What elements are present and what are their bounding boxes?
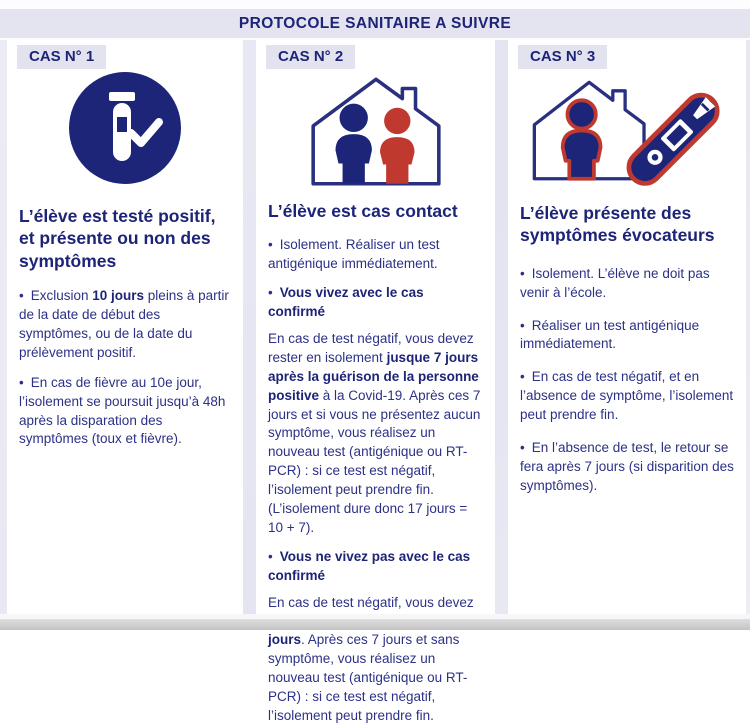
bullet-item: • Vous vivez avec le cas confirmé [268,284,483,322]
case-card-3 [508,40,746,614]
case-card-1 [7,40,243,614]
case-3-label-text: CAS N° 3 [530,48,596,65]
case-3-label [518,45,607,69]
paragraph: En cas de test négatif, vous devez jours. Après ces 7 jours et sans symptôme, vous réalisez un nouveau test (antigénique ou RT-PCR) : si ce test est négatif, l’isolement peut prendre fin. [268,594,474,723]
case-2-label-text: CAS N° 2 [278,48,344,65]
symptoms-house-thermometer-icon [508,70,746,194]
case-2-title: L’élève est cas contact [268,201,458,221]
case-2-label [266,45,355,69]
bullet-item: • Réaliser un test antigénique immédiatement. [520,317,734,355]
case-3-body [520,251,734,496]
bullet-item: • Isolement. Réaliser un test antigénique immédiatement. [268,236,483,274]
bottom-window-edge [0,619,750,630]
bullet-item: • Isolement. L’élève ne doit pas venir à l’école. [520,265,734,303]
case-1-title: L’élève est testé positif, et présente ou non des symptômes [19,206,216,271]
bullet-item: • Exclusion 10 jours pleins à partir de la date de début des symptômes, ou de la date du prélèvement positif. [19,287,231,363]
case-card-2 [256,40,495,723]
bullet-item: • En cas de test négatif, et en l’absence de symptôme, l’isolement peut prendre fin. [520,368,734,425]
bullet-item: • Vous ne vivez pas avec le cas confirmé [268,548,483,586]
case-1-label [17,45,106,69]
bullet-item: • En l’absence de test, le retour se fera après 7 jours (si disparition des symptômes). [520,439,734,496]
page-title: PROTOCOLE SANITAIRE A SUIVRE [238,14,512,32]
header-bar [0,9,750,38]
case-1-label-text: CAS N° 1 [29,48,95,65]
positive-test-icon [7,72,243,192]
case-3-title: L’élève présente des symptômes évocateurs [520,203,715,246]
contact-house-icon [256,70,495,187]
paragraph: En cas de test négatif, vous devez rester en isolement jusque 7 jours après la guérison de la personne positive à la Covid-19. Après ces 7 jours et si vous ne présentez aucun symptôme, vous réalisez un nouveau test (antigénique ou RT-PCR) : si ce test est négatif, l’isolement peut prendre fin. (L’isolement dure donc 17 jours = 10 + 7). [268,330,481,535]
cards-row [0,40,750,723]
case-2-body [268,226,483,725]
case-1-body [19,276,231,449]
bullet-item: • En cas de fièvre au 10e jour, l’isolement se poursuit jusqu’à 48h après la disparation des symptômes (toux et fièvre). [19,374,231,450]
